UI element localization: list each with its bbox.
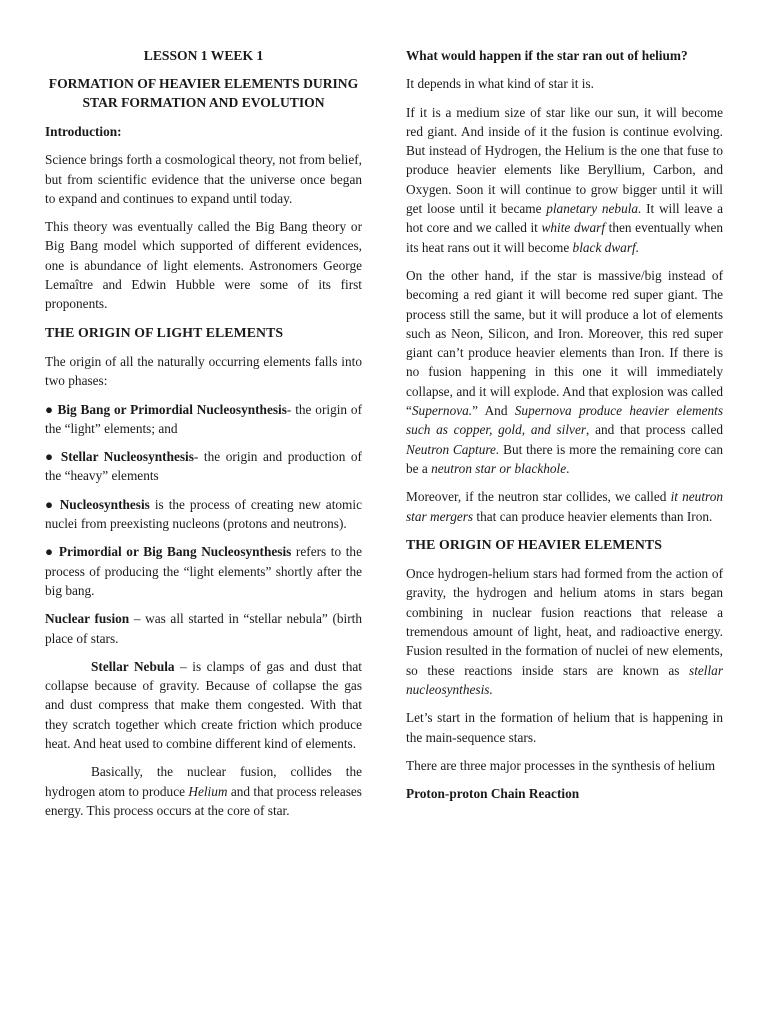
bullet-item-nucleosynthesis [45,495,362,534]
bullet-icon: ● [45,401,54,417]
text-run: and that process releases energy. This process occurs at the core of star. [45,783,362,818]
stellar-nebula-paragraph [45,657,362,753]
text-run: that can produce heavier elements than Iron. [473,508,713,524]
stellar-nebula-text: – is clamps of gas and dust that collapse because of gravity. Because of collapse the gas and dust compress that make them congested. With that they scratch together which create friction which produce heat. And heat used to combine different kind of elements. [45,658,362,752]
bullet-text: - the origin of the “light” elements; and [45,401,363,436]
bullet-term: Big Bang or Primordial Nucleosynthesis [57,401,287,417]
bullet-term: Stellar Nucleosynthesis [60,449,194,465]
italic-run: Supernova produce heavier elements such as copper, gold, and silver [406,403,724,438]
text-run: Moreover, if the neutron star collides, we called [406,489,671,505]
italic-run: Supernova. [411,403,473,419]
three-processes-paragraph: There are three major processes in the synthesis of helium [406,757,716,773]
right-column [406,46,723,812]
intro-paragraph-2: This theory was eventually called the Big Bang theory or Big Bang model which supported of different evidences, one is abundance of light elements. Astronomers George Lemaître and Edwin Hubble were some of its first proponents. [45,219,362,312]
medium-star-paragraph [406,103,723,257]
bullet-text: is the process of creating new atomic nuclei from preexisting nucleons (protons and neutrons). [45,496,362,532]
origin-paragraph: The origin of all the naturally occurring elements falls into two phases: [45,353,362,389]
italic-run: stellar nucleosynthesis. [406,662,723,697]
once-paragraph [406,564,723,699]
bullet-icon: ● [45,544,55,560]
text-run: Basically, the nuclear fusion, collides the hydrogen atom to produce [45,764,362,799]
italic-run: white dwarf [541,220,606,236]
question-heading: What would happen if the star ran out of helium? [406,48,688,63]
intro-label: Introduction: [45,124,122,139]
section-heading-light-elements: THE ORIGIN OF LIGHT ELEMENTS [45,324,284,340]
lesson-title: LESSON 1 WEEK 1 [143,48,264,63]
basically-paragraph [45,762,362,820]
text-run: . [566,460,570,476]
lets-start-paragraph: Let’s start in the formation of helium that is happening in the main-sequence stars. [406,710,723,745]
italic-run: black dwarf. [572,239,640,255]
section-heading-heavier-elements: THE ORIGIN OF HEAVIER ELEMENTS [406,536,662,552]
bullet-item-stellar [45,447,362,486]
text-run: But there is more the remaining core can be a [406,441,723,476]
text-run: Once hydrogen-helium stars had formed from the action of gravity, the hydrogen and helium atoms in stars began combining in nuclear fusion reactions that release a tremendous amount of light, heat, and radioactive energy. Fusion resulted in the formation of nuclei of new elements, so these reactions inside stars are known as [406,566,723,678]
italic-run: neutron star or blackhole [431,460,567,476]
text-run: If it is a medium size of star like our sun, it will become red giant. And inside of it the fusion is continue evolving. But instead of Hydrogen, the Helium is the one that fuse to produce heavier elements like Beryllium, Carbon, and Oxygen. Soon it will continue to grow bigger until it will get loose until it became [406,104,723,217]
bullet-term: Primordial or Big Bang Nucleosynthesis [58,544,292,560]
nuclear-fusion-term: Nuclear fusion [45,611,130,627]
main-title: FORMATION OF HEAVIER ELEMENTS DURING STAR FORMATION AND EVOLUTION [48,76,359,110]
bullet-item-primordial [45,542,362,600]
text-run: , and that process called [586,422,723,438]
nuclear-fusion-text: – was all started in “stellar nebula” (birth place of stars. [45,611,362,646]
depends-paragraph: It depends in what kind of star it is. [406,76,594,92]
bullet-text: - the origin and production of the “heavy” elements [45,449,362,484]
stellar-nebula-term: Stellar Nebula [91,658,175,674]
intro-paragraph-1: Science brings forth a cosmological theory, not from belief, but from scientific evidence that the universe once began to expand and continues to expand until today. [45,152,362,206]
text-run: On the other hand, if the star is massive/big instead of becoming a red giant it will become red super giant. The process still the same, but it will produce a lot of elements such as Neon, Silicon, and Iron. Moreover, this red super giant can’t produce heavier elements than Iron. If there is no fusion happening in this one it will immediately collapse, and it will explode. And that explosion was called “ [406,267,723,419]
italic-run: Neutron Capture. [406,441,500,457]
left-column [45,46,362,829]
bullet-text: refers to the process of producing the “light elements” shortly after the big bang. [45,544,362,598]
italic-run: it neutron star mergers [406,489,723,524]
neutron-collide-paragraph [406,487,723,526]
bullet-icon: ● [45,449,56,465]
proton-proton-heading: Proton-proton Chain Reaction [406,786,580,802]
bullet-item-big-bang [45,400,362,439]
text-run: ” And [472,403,515,419]
nuclear-fusion-paragraph [45,609,362,648]
text-run: It will leave a hot core and we called it [406,201,723,236]
italic-run: planetary nebula. [546,201,642,217]
bullet-icon: ● [45,496,55,512]
massive-star-paragraph [406,266,723,478]
bullet-term: Nucleosynthesis [59,496,150,512]
italic-run: Helium [188,783,228,799]
text-run: then eventually when its heat rans out it will become [406,220,723,255]
